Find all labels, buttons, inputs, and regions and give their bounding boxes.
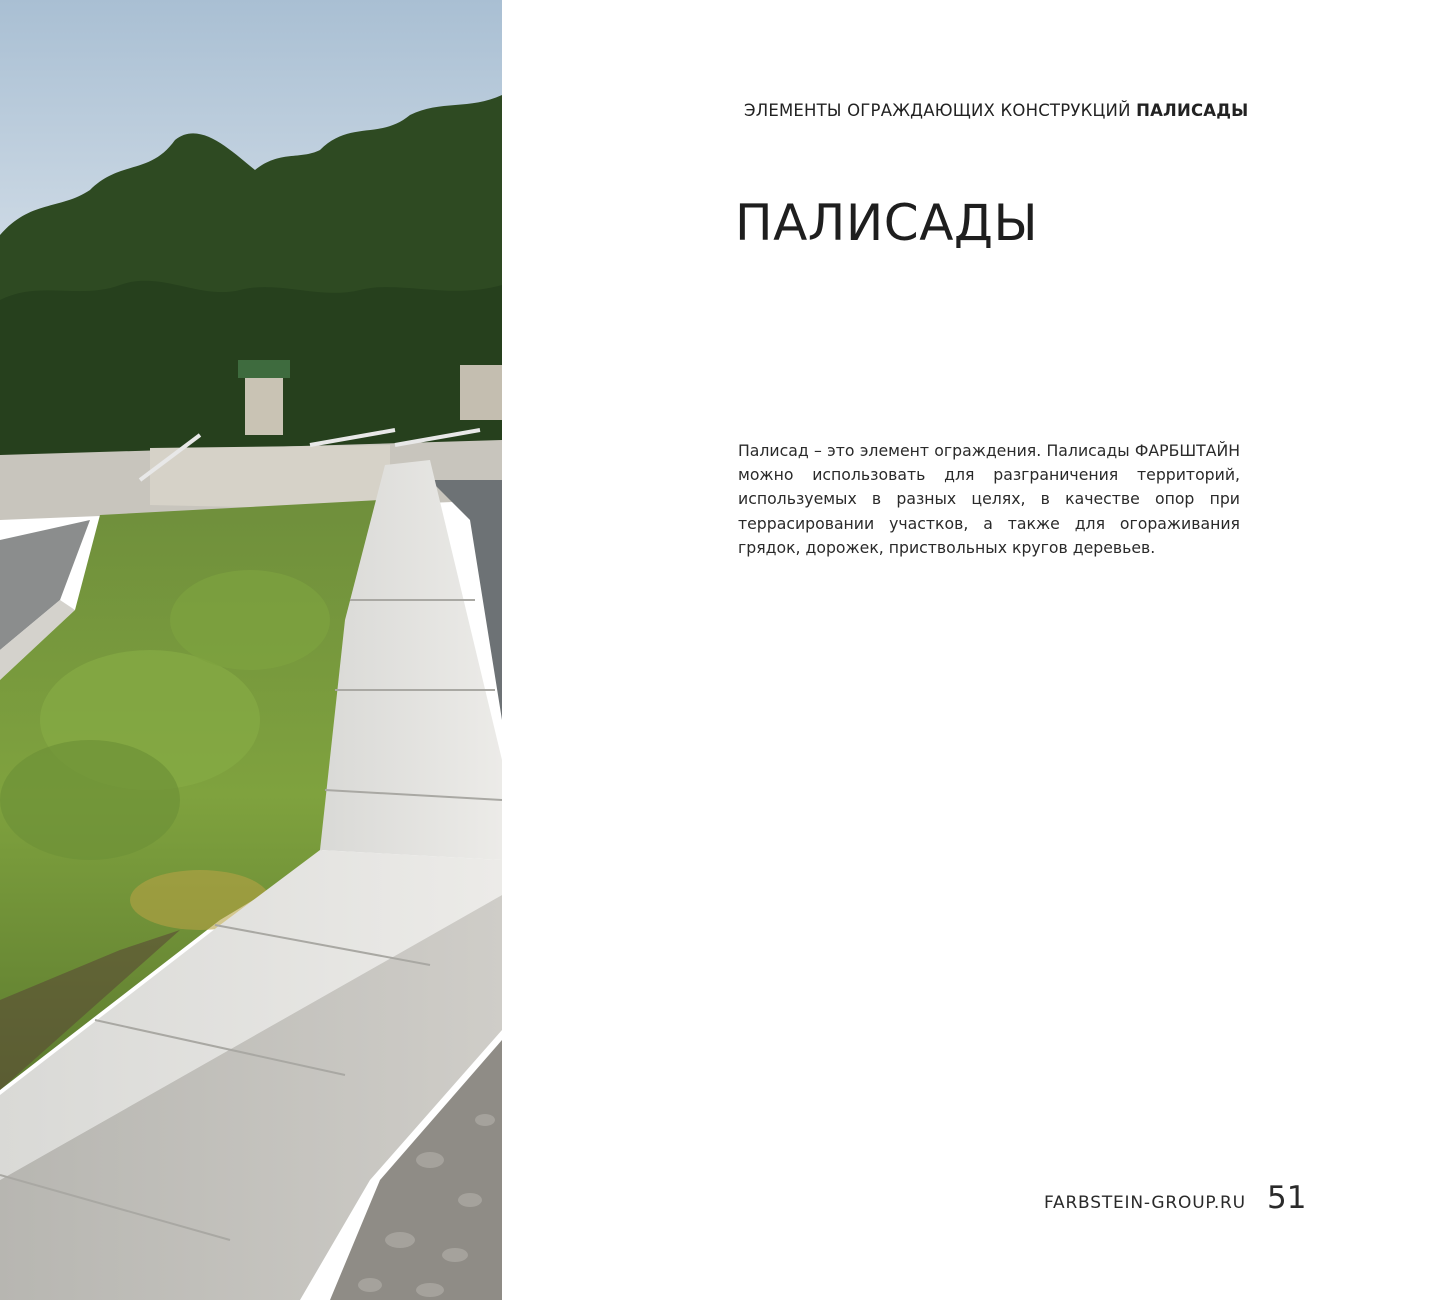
terraced-garden-illustration [0,0,502,1300]
stone-wall-background [460,365,502,420]
page-number: 51 [1267,1180,1307,1216]
running-head [744,101,1264,120]
landscape-photo [0,0,502,1300]
page-title: ПАЛИСАДЫ [735,194,1039,252]
website-link[interactable]: FARBSTEIN-GROUP.RU [1044,1193,1246,1213]
section-label-bold: ПАЛИСАДЫ [1136,101,1249,120]
stone-pillar [245,375,283,435]
section-label: ЭЛЕМЕНТЫ ОГРАЖДАЮЩИХ КОНСТРУКЦИЙ [744,101,1131,120]
pavilion-roof [238,360,290,378]
body-paragraph: Палисад – это элемент ограждения. Палисады ФАРБШТАЙН можно использовать для разграничения территорий, используемых в разных целях, в качестве опор при террасировании участков, а также для огораживания грядок, дорожек, приствольных кругов деревьев. [738,441,1240,557]
